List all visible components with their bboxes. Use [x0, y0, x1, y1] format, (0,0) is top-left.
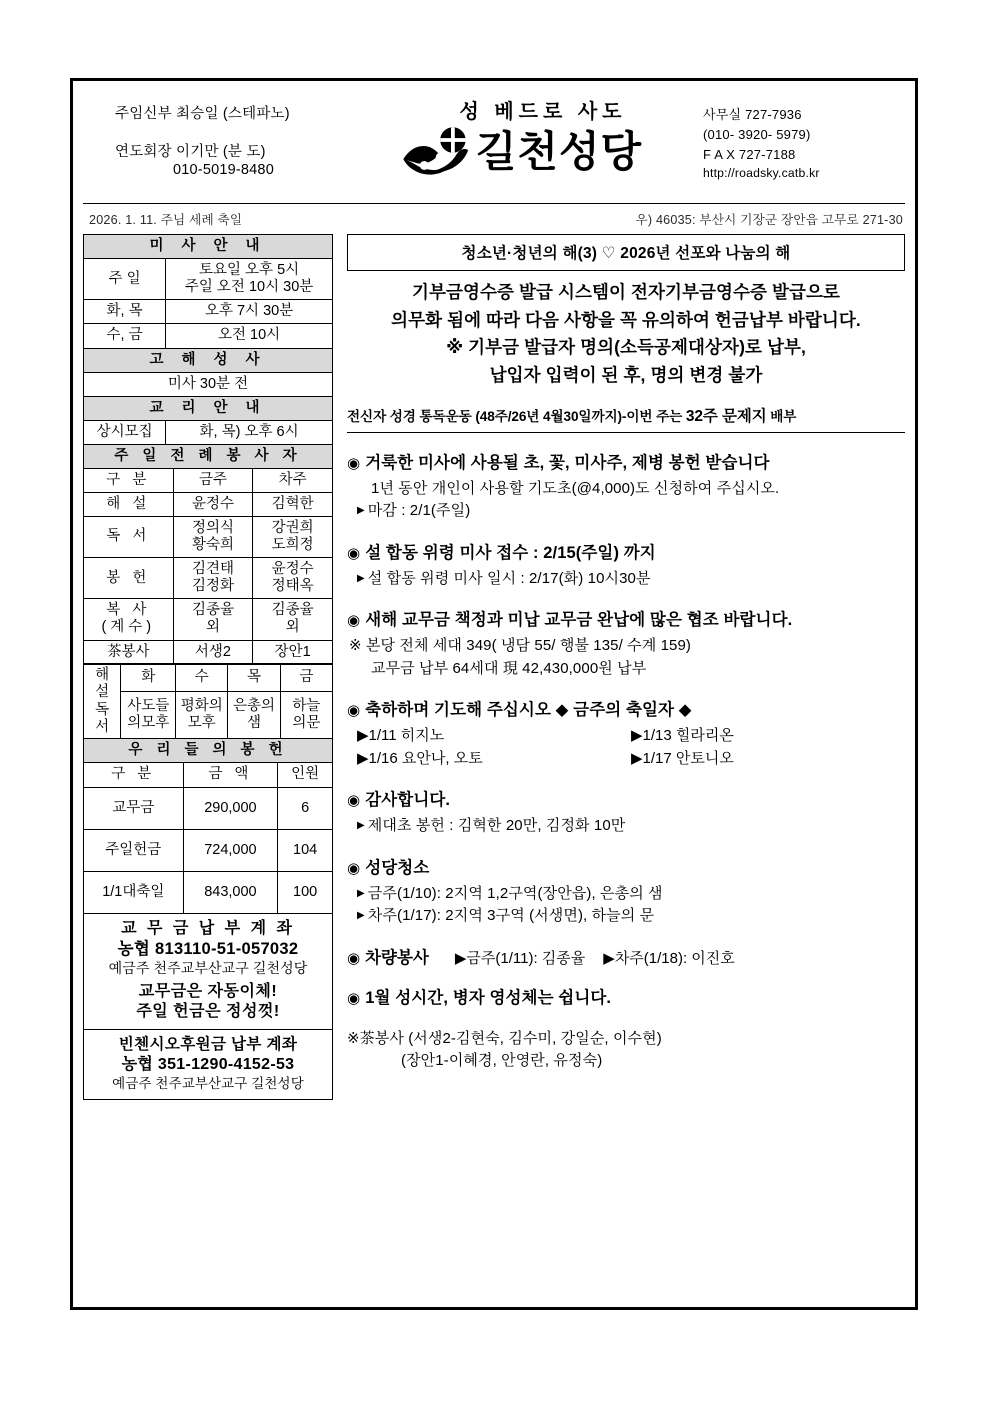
bible-reading-campaign [347, 404, 905, 426]
table-row [84, 871, 333, 913]
notice-line-2: 의무화 됨에 따라 다음 사항을 꼭 유의하여 헌금납부 바랍니다. [391, 309, 861, 330]
offering-amount-newyear: 843,000 [183, 871, 278, 913]
table-row [84, 235, 333, 259]
item-sub-line [347, 568, 905, 591]
vehicle-heading: 차량봉사 [365, 948, 429, 967]
item-sub-line [347, 658, 905, 681]
item-heading-text: 축하하며 기도해 주십시오 ◆ 금주의 축일자 ◆ [365, 701, 692, 720]
vehicle-next-week: 차주(1/18): 이진호 [614, 949, 735, 967]
fisheye-bullet-icon: ◉ [347, 859, 361, 877]
feast-right [631, 748, 905, 771]
announcement-thanks [347, 786, 905, 838]
dues-account-bank: 농협 813110-51-057032 [117, 939, 299, 958]
church-address: 우) 46035: 부산시 기장군 장안읍 고무로 271-30 [635, 213, 903, 227]
mobile-phone: (010- 3920- 5979) [703, 126, 811, 142]
announcement-parish-dues [347, 606, 905, 680]
notice-line-4: 납입자 입력이 된 후, 명의 변경 불가 [489, 364, 763, 385]
item-sub-line [347, 815, 905, 838]
vincent-account-title: 빈첸시오후원금 납부 계좌 [118, 1036, 298, 1054]
table-row [84, 692, 333, 740]
weekday-value-fri: 하늘 의문 [280, 692, 332, 740]
table-row [84, 739, 333, 763]
triangle-right-bullet-icon: ▶ [454, 949, 467, 967]
church-name: 길천성당 [475, 128, 643, 175]
item-sub-text: 설 합동 위령 미사 일시 : 2/17(화) 10시30분 [367, 569, 651, 587]
announcement-holy-hour-rest [347, 984, 905, 1008]
table-row [84, 763, 333, 787]
table-row [84, 468, 333, 492]
mass-row-label-tue-thu: 화, 목 [84, 300, 166, 324]
main-content [333, 234, 905, 1073]
weekday-reading-table [83, 663, 333, 739]
item-sub-line [347, 905, 905, 928]
table-row [84, 396, 333, 420]
offering-label-dues: 교무금 [84, 787, 184, 829]
weekday-header-wed: 수 [176, 664, 228, 692]
subheader [73, 204, 915, 234]
triangle-right-bullet-icon: ▶ [357, 727, 369, 745]
liturgy-next-reading: 강권희 도희정 [253, 516, 333, 557]
office-phone: 사무실 727-7936 [703, 107, 802, 122]
footnote-line-1: ※茶봉사 (서생2-김현숙, 김수미, 강일순, 이수현) [347, 1029, 662, 1047]
table-row [84, 640, 333, 664]
vehicle-details [455, 947, 735, 968]
offering-amount-dues: 290,000 [183, 787, 278, 829]
wave-cross-logo-icon [402, 126, 472, 182]
feast-row [347, 748, 905, 771]
council-president-label: 연도회장 이기만 (분 도) [115, 143, 266, 160]
liturgy-this-commentary: 윤정수 [173, 492, 253, 516]
weekday-header-thu: 목 [228, 664, 280, 692]
liturgy-servers-table [83, 444, 333, 665]
item-sub-text: 차주(1/17): 2지역 3구역 (서생면), 하늘의 문 [367, 907, 655, 925]
mass-row-value-sunday: 토요일 오후 5시 주일 오전 10시 30분 [166, 259, 333, 300]
announcement-offering-supplies [347, 449, 905, 523]
item-sub-text: 교무금 납부 64세대 現 42,430,000원 납부 [371, 659, 647, 677]
item-sub-text: 1년 동안 개인이 사용할 기도초(@4,000)도 신청하여 주십시오. [371, 479, 780, 497]
announcement-feast-days [347, 696, 905, 770]
rest-notice-text: 1월 성시간, 병자 영성체는 쉽니다. [365, 988, 612, 1007]
notice-line-1: 기부금영수증 발급 시스템이 전자기부금영수증 발급으로 [412, 282, 840, 302]
weekday-header-tue: 화 [121, 664, 176, 692]
item-sub-line [347, 500, 905, 523]
liturgy-next-tea: 장안1 [253, 640, 333, 664]
header-left-contacts [83, 93, 345, 178]
liturgy-section-title: 주 일 전 례 봉 사 자 [84, 444, 333, 468]
offering-label-newyear: 1/1대축일 [84, 871, 184, 913]
offering-header-count: 인원 [278, 763, 333, 787]
liturgy-next-offering: 윤정수 정태옥 [253, 558, 333, 599]
offering-amount-sunday: 724,000 [183, 829, 278, 871]
item-sub-text: 마감 : 2/1(주일) [367, 502, 471, 520]
offering-count-sunday: 104 [278, 829, 333, 871]
vincent-account-box [83, 1030, 333, 1100]
item-sub-line [347, 478, 905, 501]
mass-row-value-tue-thu: 오후 7시 30분 [166, 300, 333, 324]
feast-right [631, 725, 905, 748]
vehicle-this-week: 금주(1/11): 김종율 [466, 949, 586, 967]
catechism-label: 상시모집 [84, 420, 166, 444]
weekday-value-wed: 평화의 모후 [176, 692, 228, 740]
offering-label-sunday: 주일헌금 [84, 829, 184, 871]
item-heading-text: 새해 교무금 책정과 미납 교무금 완납에 많은 협조 바랍니다. [365, 611, 793, 630]
feast-left-text: 1/16 요안나, 오토 [368, 749, 483, 767]
tea-service-footnote [347, 1028, 905, 1073]
table-row [84, 259, 333, 300]
fax-number: F A X 727-7188 [703, 146, 796, 162]
liturgy-next-altar: 김종율 외 [253, 599, 333, 640]
year-theme-banner: 청소년·청년의 해(3) ♡ 2026년 선포와 나눔의 해 [347, 234, 905, 271]
liturgy-header-this-week: 금주 [173, 468, 253, 492]
item-heading [347, 539, 905, 563]
table-row [84, 324, 333, 348]
offering-count-dues: 6 [278, 787, 333, 829]
triangle-right-bullet-icon: ▶ [631, 749, 643, 767]
liturgy-label-commentary: 해 설 [84, 492, 174, 516]
triangle-right-bullet-icon: ▶ [357, 505, 365, 517]
confession-value: 미사 30분 전 [84, 372, 333, 396]
council-president-phone: 010-5019-8480 [173, 162, 274, 178]
fisheye-bullet-icon: ◉ [347, 544, 361, 562]
saint-name: 성 베드로 사도 [459, 101, 627, 123]
liturgy-this-offering: 김견태 김정화 [173, 558, 253, 599]
table-row [84, 300, 333, 324]
triangle-right-bullet-icon: ▶ [357, 749, 369, 767]
website-url[interactable]: http://roadsky.catb.kr [703, 166, 820, 181]
table-row [84, 420, 333, 444]
feast-left-text: 1/11 히지노 [368, 727, 445, 745]
feast-right-text: 1/13 힐라리온 [642, 727, 734, 745]
vincent-account-bank: 농협 351-1290-4152-53 [121, 1055, 295, 1073]
weekday-value-thu: 은총의 샘 [228, 692, 280, 740]
item-heading-text: 거룩한 미사에 사용될 초, 꽃, 미사주, 제병 봉헌 받습니다 [365, 453, 770, 472]
item-sub-line [347, 883, 905, 906]
item-heading [347, 854, 905, 878]
fisheye-bullet-icon: ◉ [347, 454, 361, 472]
liturgy-label-reading: 독 서 [84, 516, 174, 557]
body-columns [73, 234, 915, 1110]
liturgy-label-tea: 茶봉사 [84, 640, 174, 664]
fisheye-bullet-icon: ◉ [347, 949, 361, 967]
item-sub-text: 금주(1/10): 2지역 1,2구역(장안읍), 은총의 샘 [367, 884, 663, 902]
bible-prefix: 전신자 성경 통독운동 (48주/26년 4월30일까지)-이번 주는 [347, 408, 686, 424]
catechism-value: 화, 목) 오후 6시 [166, 420, 333, 444]
footnote-line-2: (장안1-이혜경, 안영란, 유정숙) [401, 1052, 603, 1070]
announcement-memorial-mass [347, 539, 905, 591]
table-row [84, 492, 333, 516]
item-heading-text: 설 합동 위령 미사 접수 : 2/15(주일) 까지 [365, 543, 656, 562]
liturgy-label-altar: 복 사 (계수) [84, 599, 174, 640]
liturgy-this-altar: 김종율 외 [173, 599, 253, 640]
fisheye-bullet-icon: ◉ [347, 989, 361, 1007]
table-row [84, 348, 333, 372]
bible-suffix: 배부 [766, 408, 797, 424]
dues-account-title: 교 무 금 납 부 계 좌 [121, 919, 295, 937]
liturgy-label-offering: 봉 헌 [84, 558, 174, 599]
offering-count-newyear: 100 [278, 871, 333, 913]
triangle-right-bullet-icon: ▶ [357, 820, 365, 832]
dues-account-note1: 교무금은 자동이체! [138, 983, 278, 1001]
table-row [84, 664, 333, 692]
feast-right-text: 1/17 안토니오 [642, 749, 734, 767]
header-title-block [345, 93, 699, 182]
mass-row-value-wed-fri: 오전 10시 [166, 324, 333, 348]
dues-account-holder: 예금주 천주교부산교구 길천성당 [108, 959, 308, 976]
table-row [84, 372, 333, 396]
page-header [73, 81, 915, 203]
fisheye-bullet-icon: ◉ [347, 612, 361, 630]
notice-line-3: ※ 기부금 발급자 명의(소득공제대상자)로 납부, [446, 337, 806, 358]
liturgy-header-next-week: 차주 [253, 468, 333, 492]
donation-receipt-notice [347, 279, 905, 390]
fisheye-bullet-icon: ◉ [347, 792, 361, 810]
table-row [84, 599, 333, 640]
item-heading [347, 449, 905, 473]
item-heading [347, 606, 905, 630]
sidebar [83, 234, 333, 1100]
weekday-header-fri: 금 [280, 664, 332, 692]
liturgical-date: 2026. 1. 11. 주님 세례 축일 [89, 213, 243, 227]
mass-row-label-sunday: 주 일 [84, 259, 166, 300]
triangle-right-bullet-icon: ▶ [357, 887, 365, 899]
vincent-account-holder: 예금주 천주교부산교구 길천성당 [112, 1076, 304, 1092]
table-row [84, 829, 333, 871]
liturgy-header-category: 구 분 [84, 468, 174, 492]
item-heading-text: 감사합니다. [365, 791, 451, 810]
pastor-label: 주임신부 최승일 (스테파노) [115, 106, 290, 122]
fisheye-bullet-icon: ◉ [347, 702, 361, 720]
announcement-church-cleaning [347, 854, 905, 928]
item-heading-text: 성당청소 [365, 858, 430, 877]
weekday-value-tue: 사도들 의모후 [121, 692, 176, 740]
triangle-right-bullet-icon: ▶ [603, 949, 615, 967]
liturgy-this-reading: 정의식 황숙희 [173, 516, 253, 557]
item-sub-text: 제대초 봉헌 : 김혁한 20만, 김정화 10만 [367, 817, 626, 835]
bible-highlight: 32주 문제지 [685, 407, 767, 425]
table-row [84, 787, 333, 829]
offering-header-amount: 금 액 [183, 763, 278, 787]
logo-row [345, 126, 699, 182]
dues-account-note2: 주일 헌금은 정성껏! [136, 1003, 280, 1021]
item-heading [347, 696, 905, 720]
triangle-right-bullet-icon: ▶ [631, 727, 643, 745]
offering-section-title: 우 리 들 의 봉 헌 [84, 739, 333, 763]
weekday-row-label: 해 설 독 서 [84, 664, 121, 739]
bulletin-page [70, 78, 918, 1310]
offering-header-category: 구 분 [84, 763, 184, 787]
confession-section-title: 고 해 성 사 [84, 348, 333, 372]
feast-left [357, 725, 631, 748]
catechism-section-title: 교 리 안 내 [84, 396, 333, 420]
feast-row [347, 725, 905, 748]
triangle-right-bullet-icon: ▶ [357, 910, 365, 922]
announcement-vehicle-service [347, 944, 905, 968]
item-sub-line [347, 635, 905, 658]
item-sub-text: ※ 본당 전체 세대 349( 냉담 55/ 행불 135/ 수계 159) [349, 637, 692, 655]
mass-row-label-wed-fri: 수, 금 [84, 324, 166, 348]
content-divider [347, 432, 905, 433]
table-row [84, 444, 333, 468]
liturgy-next-commentary: 김혁한 [253, 492, 333, 516]
table-row [84, 516, 333, 557]
table-row [84, 558, 333, 599]
dues-account-box [83, 914, 333, 1031]
liturgy-this-tea: 서생2 [173, 640, 253, 664]
feast-left [357, 748, 631, 771]
header-right-contacts [699, 93, 905, 183]
item-heading [347, 786, 905, 810]
sidebar-main-table [83, 234, 333, 445]
mass-section-title: 미 사 안 내 [84, 235, 333, 259]
triangle-right-bullet-icon: ▶ [357, 572, 365, 584]
offering-table [83, 738, 333, 913]
